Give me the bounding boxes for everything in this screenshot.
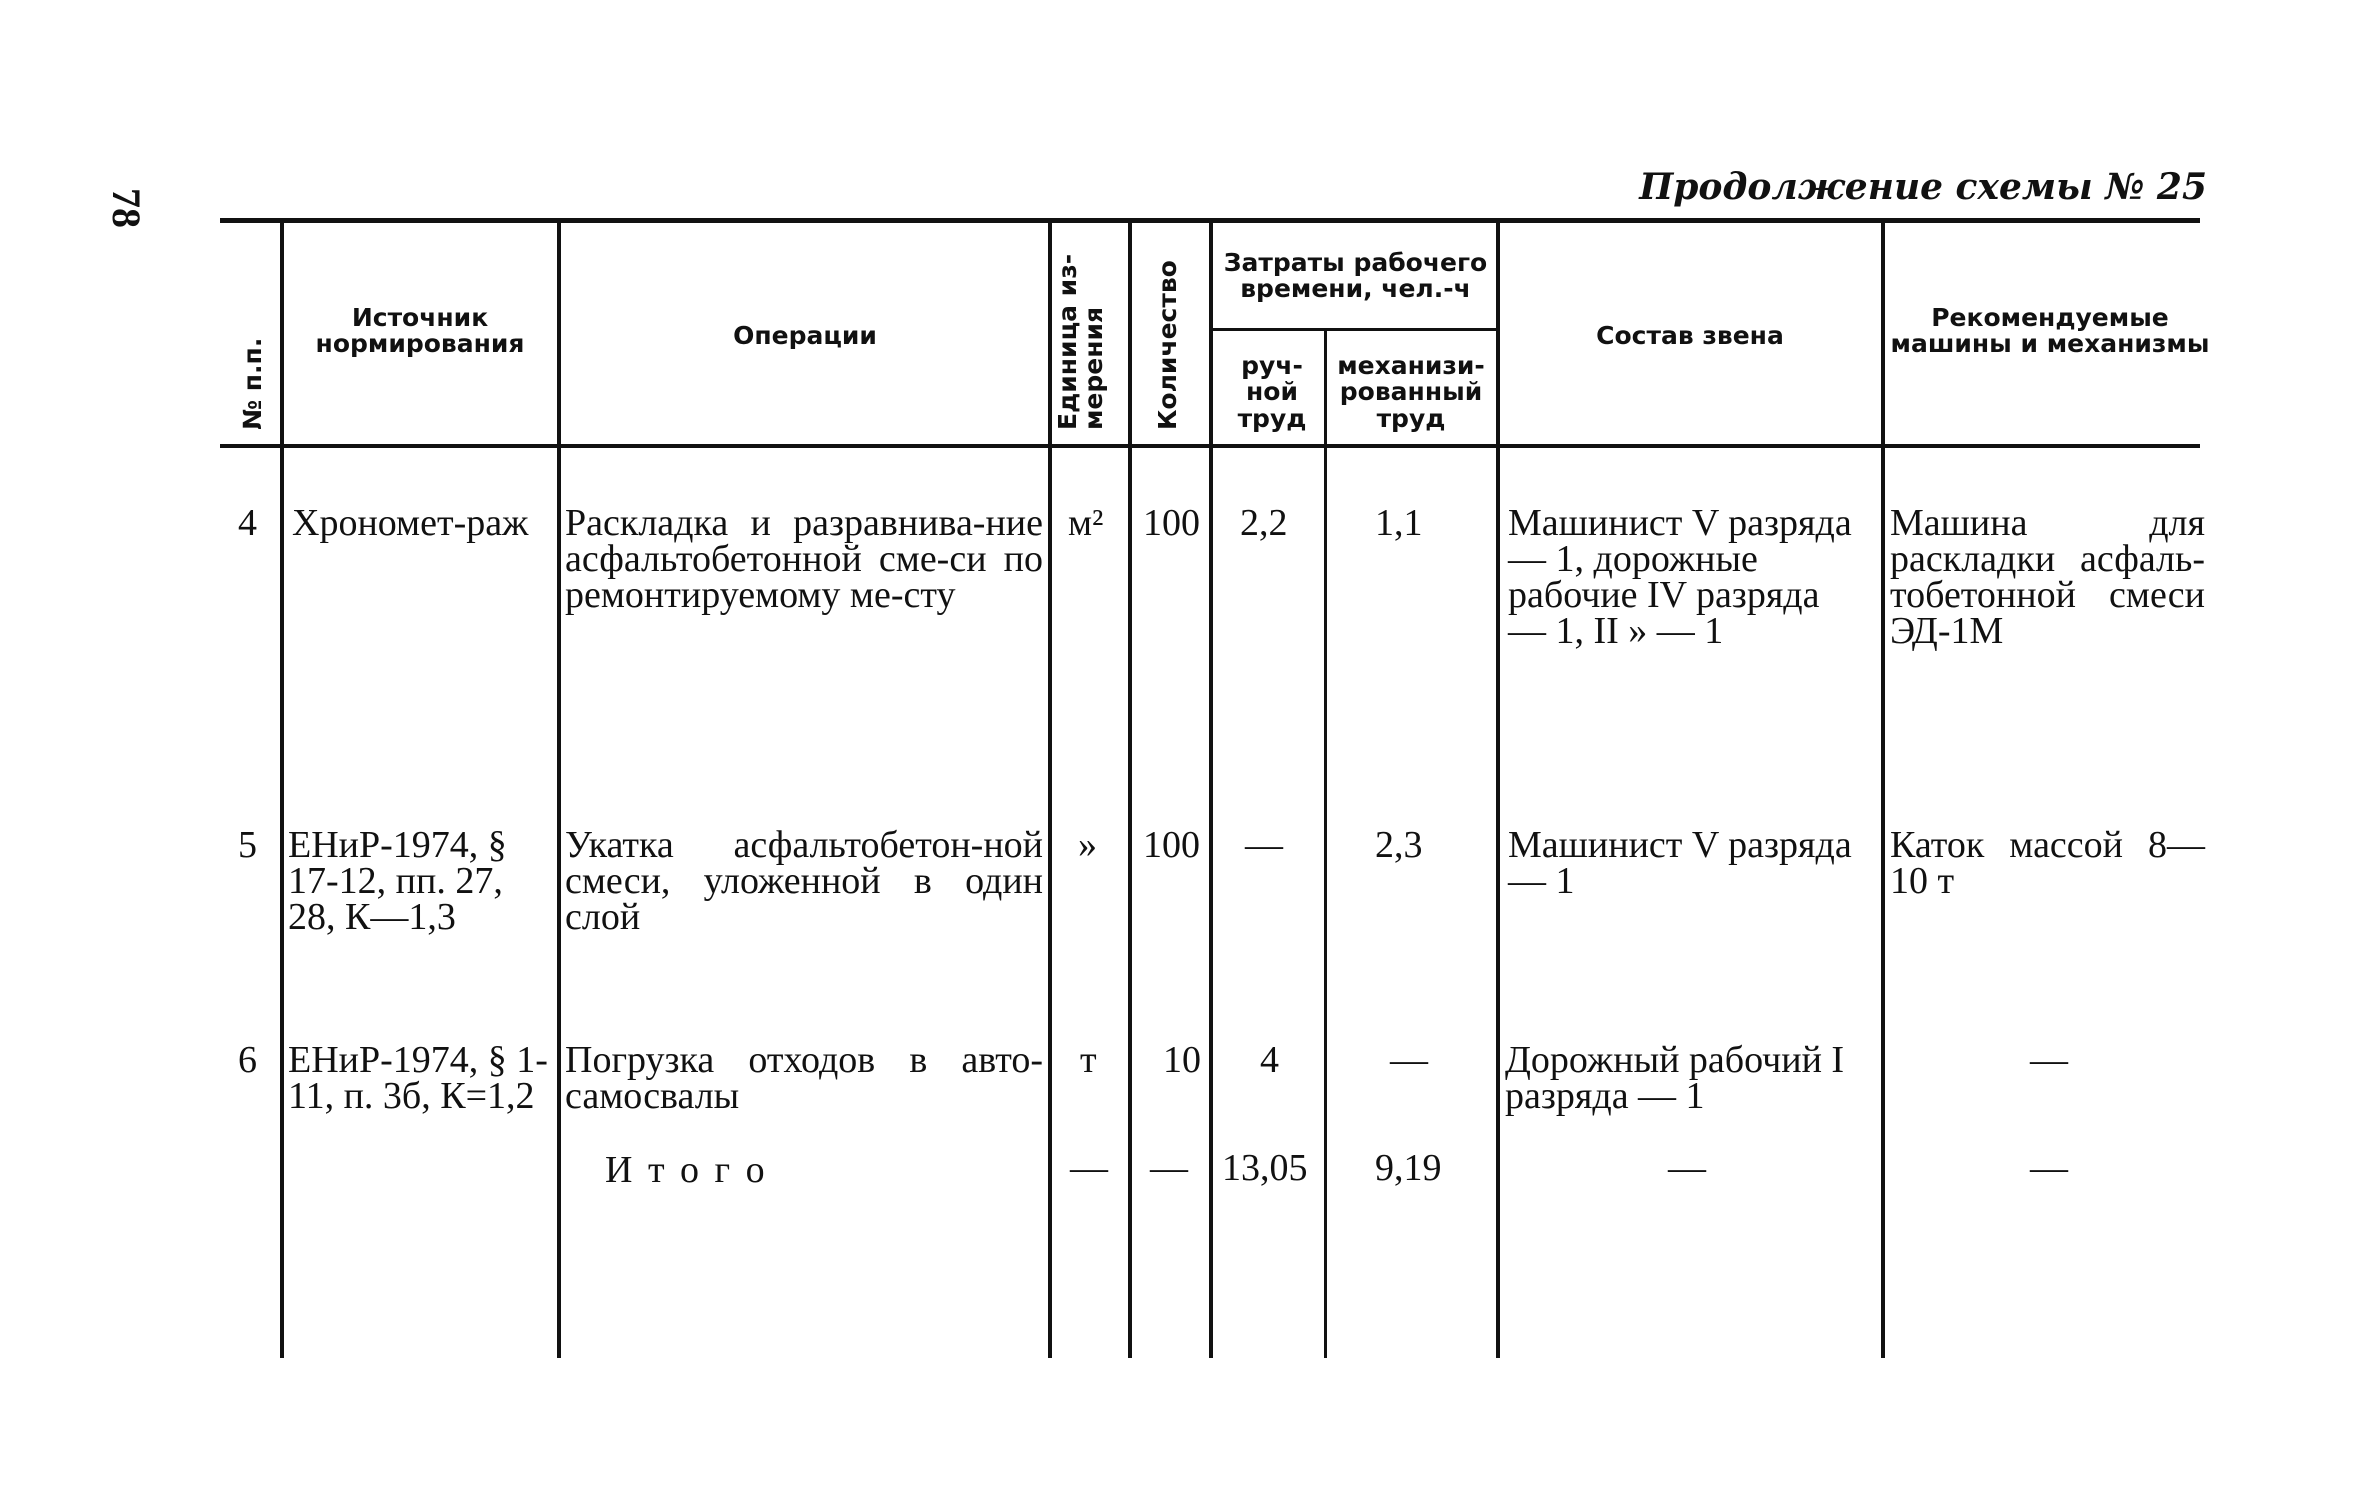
header-manual: руч-ной труд: [1237, 351, 1307, 433]
row-4-source: Хрономет-раж: [292, 502, 529, 544]
row-6-operation: Погрузка отходов в авто-самосвалы: [565, 1039, 1043, 1117]
row-5-num: 5: [238, 824, 257, 866]
total-machines: —: [2030, 1147, 2068, 1189]
row-4-crew: Машинист V разряда — 1, дорожные рабочие IV разряда — 1, II » — 1: [1508, 502, 1852, 652]
row-5-operation: Укатка асфальтобетон-ной смеси, уложенной в один слой: [565, 824, 1043, 938]
header-crew: Состав звена: [1596, 321, 1784, 350]
time-subheader-rule: [1213, 328, 1500, 331]
row-4-quantity: 100: [1143, 502, 1200, 544]
row-6-manual: 4: [1260, 1039, 1279, 1081]
row-6-mechanized: —: [1390, 1039, 1428, 1081]
row-4-num: 4: [238, 502, 257, 544]
row-5-mechanized: 2,3: [1375, 824, 1423, 866]
header-source: Источник нормирования: [315, 303, 525, 359]
col-divider-8: [1881, 223, 1885, 1358]
header-num: № п.п.: [238, 337, 267, 430]
header-machines: Рекомендуемые машины и механизмы: [1890, 303, 2210, 359]
row-6-num: 6: [238, 1039, 257, 1081]
row-4-operation: Раскладка и разравнива-ние асфальтобетонной сме-си по ремонтируемому ме-сту: [565, 502, 1043, 616]
row-5-crew: Машинист V разряда — 1: [1508, 824, 1852, 902]
col-divider-2: [557, 223, 561, 1358]
total-unit: —: [1070, 1147, 1108, 1189]
continuation-title: Продолжение схемы № 25: [1639, 166, 2207, 208]
row-5-machines: Каток массой 8—10 т: [1890, 824, 2205, 902]
row-4-mechanized: 1,1: [1375, 502, 1423, 544]
header-quantity: Количество: [1153, 260, 1182, 430]
total-mechanized: 9,19: [1375, 1147, 1442, 1189]
total-quantity: —: [1150, 1147, 1188, 1189]
page-number: 78: [104, 188, 149, 228]
header-mechanized: механизи-рованный труд: [1337, 351, 1485, 433]
row-6-source: ЕНиР-1974, § 1-11, п. 3б, К=1,2: [288, 1039, 548, 1117]
row-4-unit: м²: [1068, 502, 1104, 544]
col-divider-6: [1324, 328, 1327, 1358]
row-6-machines: —: [2030, 1039, 2068, 1081]
row-6-quantity: 10: [1163, 1039, 1201, 1081]
row-4-manual: 2,2: [1240, 502, 1288, 544]
col-divider-1: [280, 223, 284, 1358]
header-time-cost: Затраты рабочего времени, чел.-ч: [1223, 248, 1488, 304]
total-crew: —: [1668, 1147, 1706, 1189]
header-operations: Операции: [733, 321, 877, 350]
col-divider-5: [1209, 223, 1213, 1358]
row-4-machines: Машина для раскладки асфаль-тобетонной смеси ЭД-1М: [1890, 502, 2205, 652]
total-manual: 13,05: [1222, 1147, 1308, 1189]
row-5-quantity: 100: [1143, 824, 1200, 866]
row-5-manual: —: [1245, 824, 1283, 866]
row-5-source: ЕНиР-1974, § 17-12, пп. 27, 28, К—1,3: [288, 824, 507, 938]
row-5-unit: »: [1078, 824, 1097, 866]
col-divider-7: [1496, 223, 1500, 1358]
row-6-crew: Дорожный рабочий I разряда — 1: [1505, 1039, 1845, 1117]
row-6-unit: т: [1080, 1039, 1097, 1081]
total-label: И т о г о: [605, 1149, 768, 1191]
header-unit: Единица из-мерения: [1053, 253, 1109, 430]
col-divider-4: [1128, 223, 1132, 1358]
col-divider-3: [1048, 223, 1052, 1358]
